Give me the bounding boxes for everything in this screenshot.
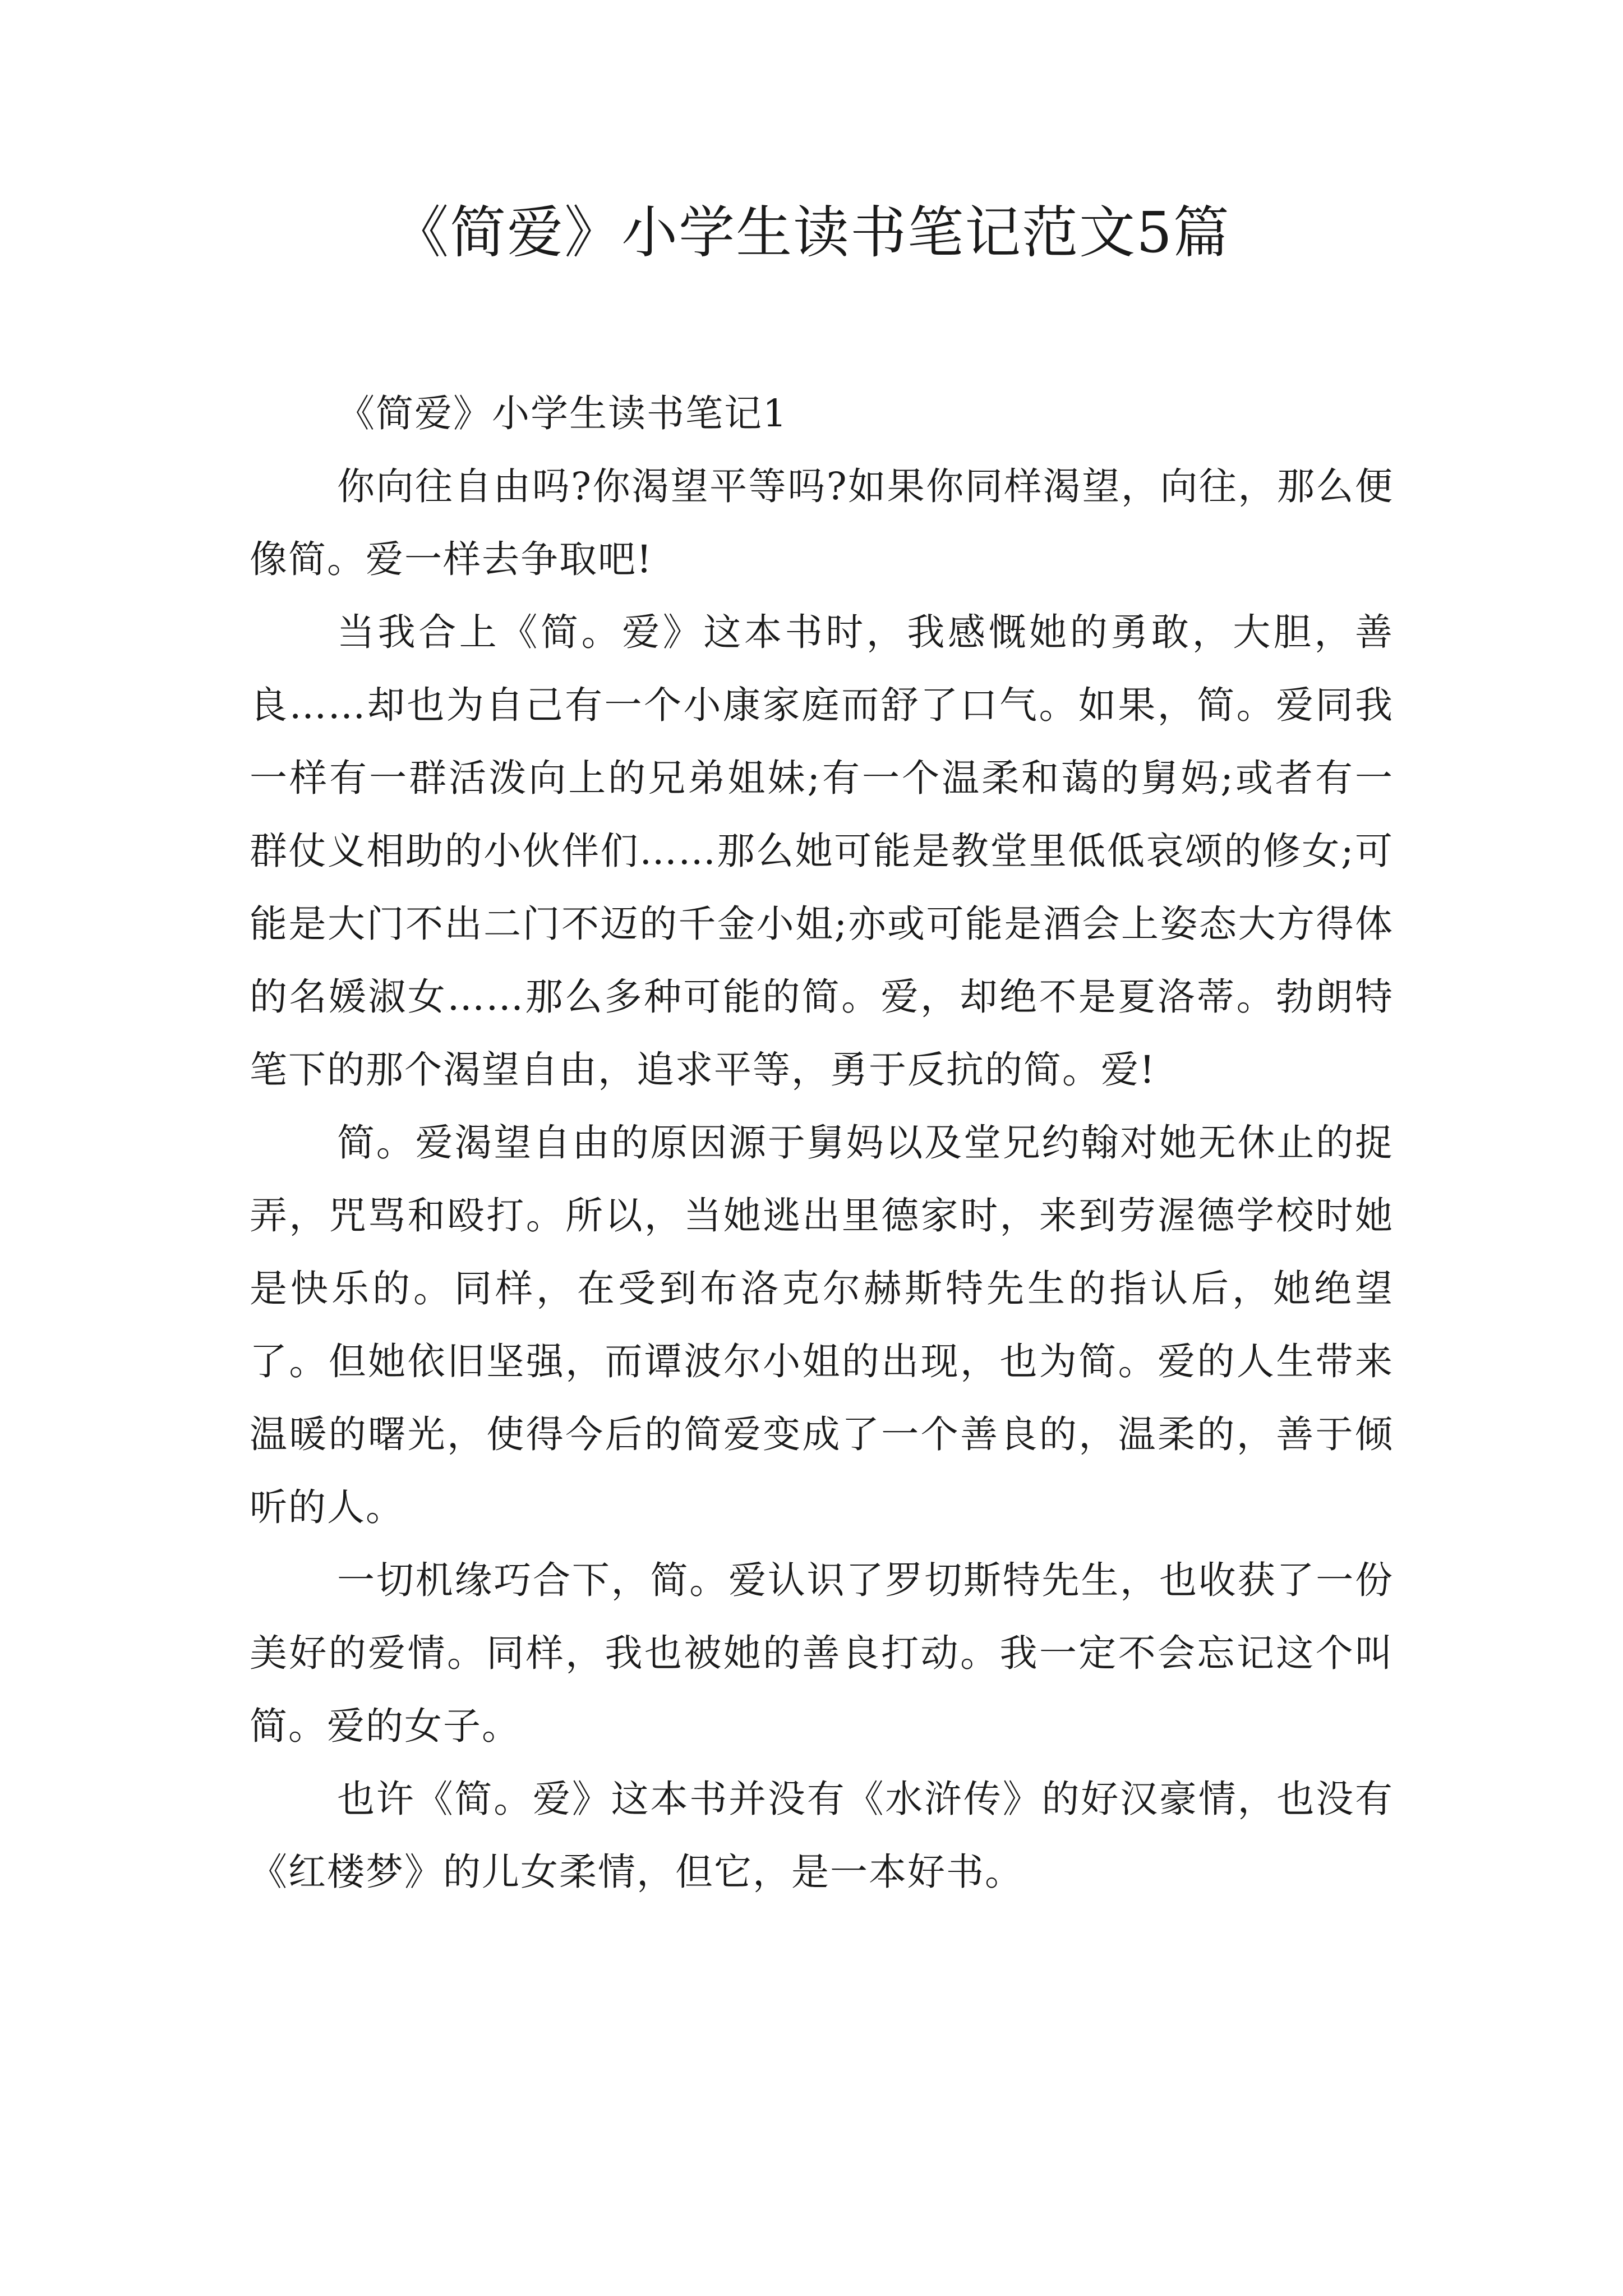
paragraph: 当我合上《简。爱》这本书时，我感慨她的勇敢，大胆，善良……却也为自己有一个小康家庭而舒了口气。如果，简。爱同我一样有一群活泼向上的兄弟姐妹;有一个温柔和蔼的舅妈;或者有一群仗义相助的小伙伴们……那么她可能是教堂里低低哀颂的修女;可能是大门不出二门不迈的千金小姐;亦或可能是酒会上姿态大方得体的名媛淑女……那么多种可能的简。爱，却绝不是夏洛蒂。勃朗特笔下的那个渴望自由，追求平等，勇于反抗的简。爱! — [250, 610, 1394, 1092]
paragraph: 一切机缘巧合下，简。爱认识了罗切斯特先生，也收获了一份美好的爱情。同样，我也被她的善良打动。我一定不会忘记这个叫简。爱的女子。 — [250, 1558, 1394, 1748]
paragraph: 你向往自由吗?你渴望平等吗?如果你同样渴望，向往，那么便像简。爱一样去争取吧! — [250, 464, 1394, 581]
paragraph: 简。爱渴望自由的原因源于舅妈以及堂兄约翰对她无休止的捉弄，咒骂和殴打。所以，当她逃出里德家时，来到劳渥德学校时她是快乐的。同样，在受到布洛克尔赫斯特先生的指认后，她绝望了。但她依旧坚强，而谭波尔小姐的出现，也为简。爱的人生带来温暖的曙光，使得今后的简爱变成了一个善良的，温柔的，善于倾听的人。 — [250, 1121, 1394, 1529]
document-title: 《简爱》小学生读书笔记范文5篇 — [393, 200, 1230, 265]
document-body — [250, 377, 1394, 1908]
paragraph: 也许《简。爱》这本书并没有《水浒传》的好汉豪情，也没有《红楼梦》的儿女柔情，但它，是一本好书。 — [250, 1777, 1394, 1894]
section-heading: 《简爱》小学生读书笔记1 — [337, 392, 788, 435]
